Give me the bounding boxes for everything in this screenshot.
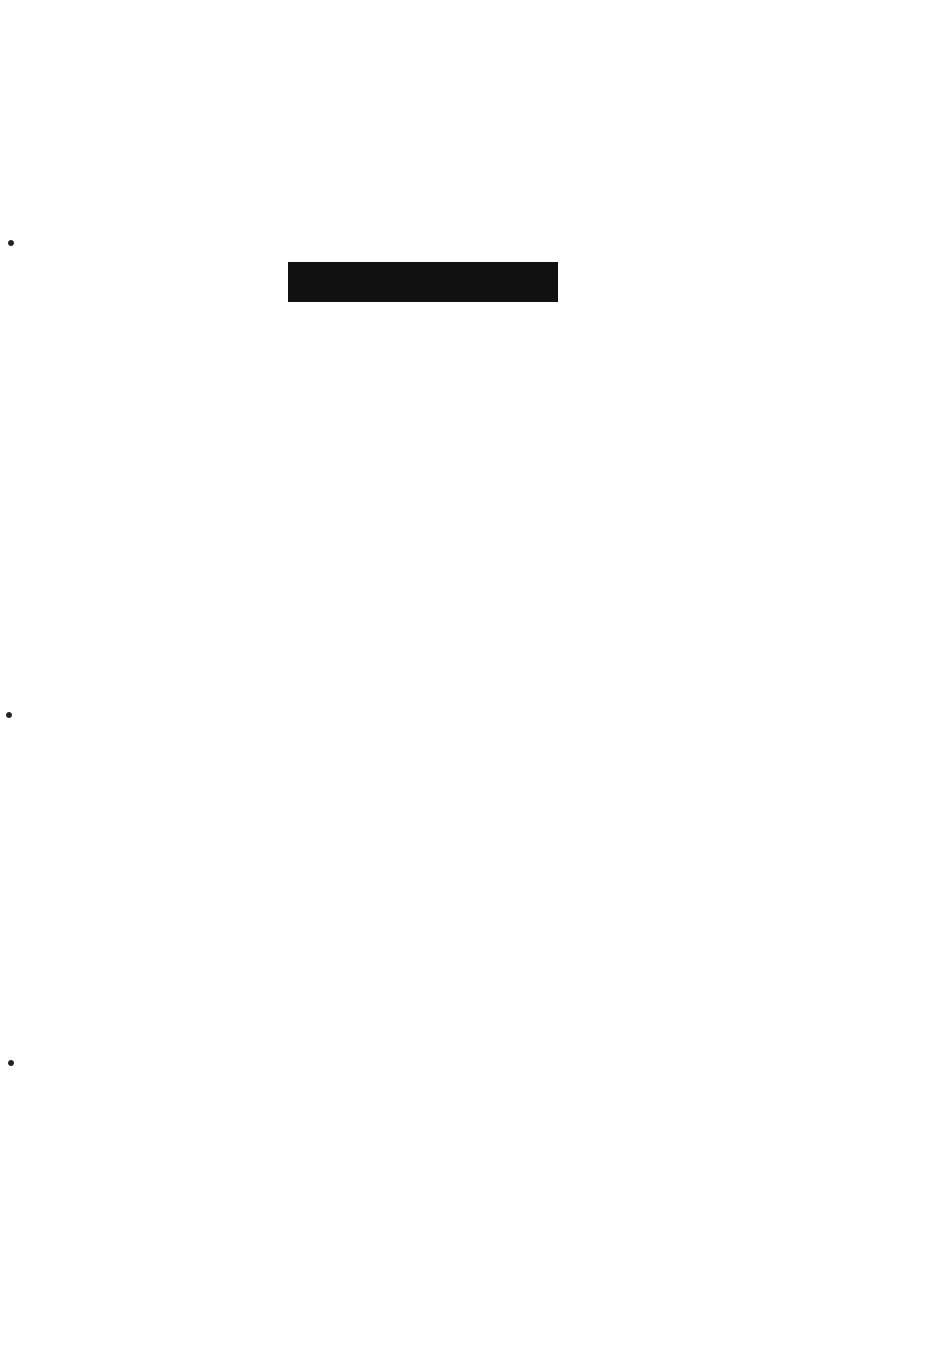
article-title (300, 150, 720, 240)
margin-dot (8, 240, 14, 246)
rope-border-top-icon (468, 76, 888, 102)
author-banner (288, 262, 558, 302)
margin-dot (6, 712, 12, 718)
margin-dot (8, 1060, 14, 1066)
rope-border-side-icon (864, 96, 892, 516)
page-number (420, 1264, 540, 1294)
article-body (128, 366, 850, 388)
